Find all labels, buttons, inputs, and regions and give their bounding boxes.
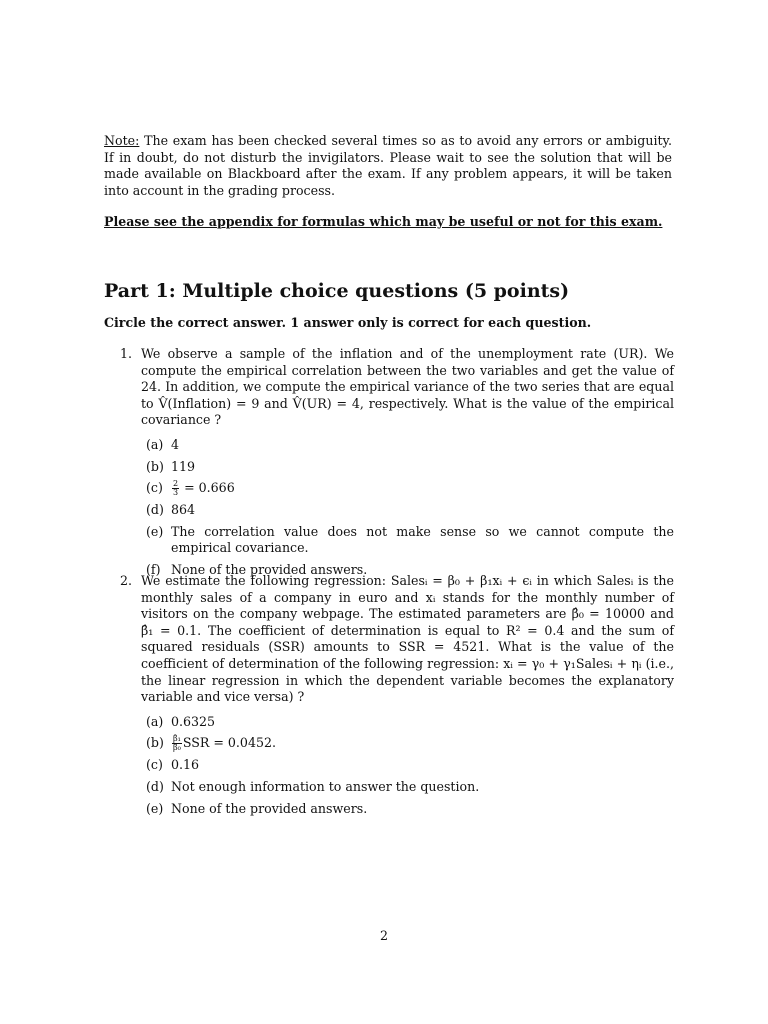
option-a[interactable] — [141, 437, 674, 454]
option-e[interactable] — [141, 524, 674, 557]
page-number: 2 — [379, 928, 388, 943]
question-2 — [104, 573, 674, 822]
option-letter: (a) — [146, 713, 164, 729]
answer-options — [141, 437, 674, 579]
option-letter: (f) — [146, 561, 161, 577]
option-text: None of the provided answers. — [171, 800, 368, 816]
question-number: 2. — [120, 573, 133, 588]
option-c[interactable] — [141, 757, 674, 774]
option-text: 864 — [171, 502, 196, 518]
part-instructions: Circle the correct answer. 1 answer only is correct for each question. — [104, 315, 592, 330]
option-letter: (d) — [146, 778, 164, 794]
option-text: = 0.666 — [180, 480, 235, 496]
appendix-notice: Please see the appendix for formulas which may be useful or not for this exam. — [104, 214, 663, 229]
fraction — [172, 480, 179, 497]
option-text: SSR = 0.0452. — [182, 735, 276, 751]
option-letter: (d) — [146, 502, 164, 518]
option-b[interactable] — [141, 459, 674, 476]
question-text: We estimate the following regression: Salesᵢ = β₀ + β₁xᵢ + ϵᵢ in which Salesᵢ is the monthly sales of a company in euro and xᵢ stands for the monthly number of visitors on the company webpage. The estimated parameters are β̂₀ = 10000 and β̂₁ = 0.1. The coefficient of determination is equal to R² = 0.4 and the sum of squared residuals (SSR) amounts to SSR = 4521. What is the value of the coefficient of determination of the following regression: xᵢ = γ₀ + γ₁Salesᵢ + ηᵢ (i.e., the linear regression in which the dependent variable becomes the explanatory variable and vice versa) ? — [141, 573, 674, 705]
fraction-denominator: 3 — [173, 488, 179, 498]
option-c[interactable] — [141, 480, 674, 497]
option-letter: (b) — [146, 735, 164, 751]
fraction-numerator: 2 — [173, 479, 179, 489]
note-text: The exam has been checked several times so as to avoid any errors or ambiguity. If in doubt, do not disturb the invigilators. Please wait to see the solution that will be made available on Blackboard after the exam. If any problem appears, it will be taken into account in the grading process. — [104, 133, 672, 198]
option-text: 0.16 — [171, 757, 200, 773]
question-text: We observe a sample of the inflation and of the unemployment rate (UR). We compute the empirical correlation between the two variables and get the value of 24. In addition, we compute the empirical variance of the two series that are equal to V̂(Inflation) = 9 and V̂(UR) = 4, respectively. What is the value of the empirical covariance ? — [141, 346, 674, 428]
option-text: 119 — [171, 458, 196, 474]
note-label: Note: — [104, 133, 140, 148]
option-letter: (a) — [146, 436, 164, 452]
question-1 — [104, 346, 674, 584]
option-d[interactable] — [141, 779, 674, 796]
option-text: Not enough information to answer the question. — [171, 778, 480, 794]
option-d[interactable] — [141, 502, 674, 519]
fraction-numerator: β̂₁ — [173, 734, 181, 744]
note-paragraph — [104, 133, 672, 199]
option-letter: (e) — [146, 800, 164, 816]
option-letter: (c) — [146, 480, 163, 496]
fraction — [172, 735, 182, 752]
part-title: Part 1: Multiple choice questions (5 points) — [104, 280, 570, 302]
option-b[interactable] — [141, 735, 674, 752]
option-a[interactable] — [141, 714, 674, 731]
option-e[interactable] — [141, 801, 674, 818]
fraction-denominator: β̂₀ — [173, 743, 181, 753]
option-text: The correlation value does not make sense so we cannot compute the empirical covariance. — [171, 523, 674, 556]
question-number: 1. — [120, 346, 133, 361]
option-letter: (b) — [146, 458, 164, 474]
option-letter: (e) — [146, 523, 164, 539]
answer-options — [141, 714, 674, 817]
option-text: None of the provided answers. — [171, 561, 368, 577]
option-text: 4 — [171, 436, 180, 452]
option-letter: (c) — [146, 757, 163, 773]
option-text: 0.6325 — [171, 713, 216, 729]
